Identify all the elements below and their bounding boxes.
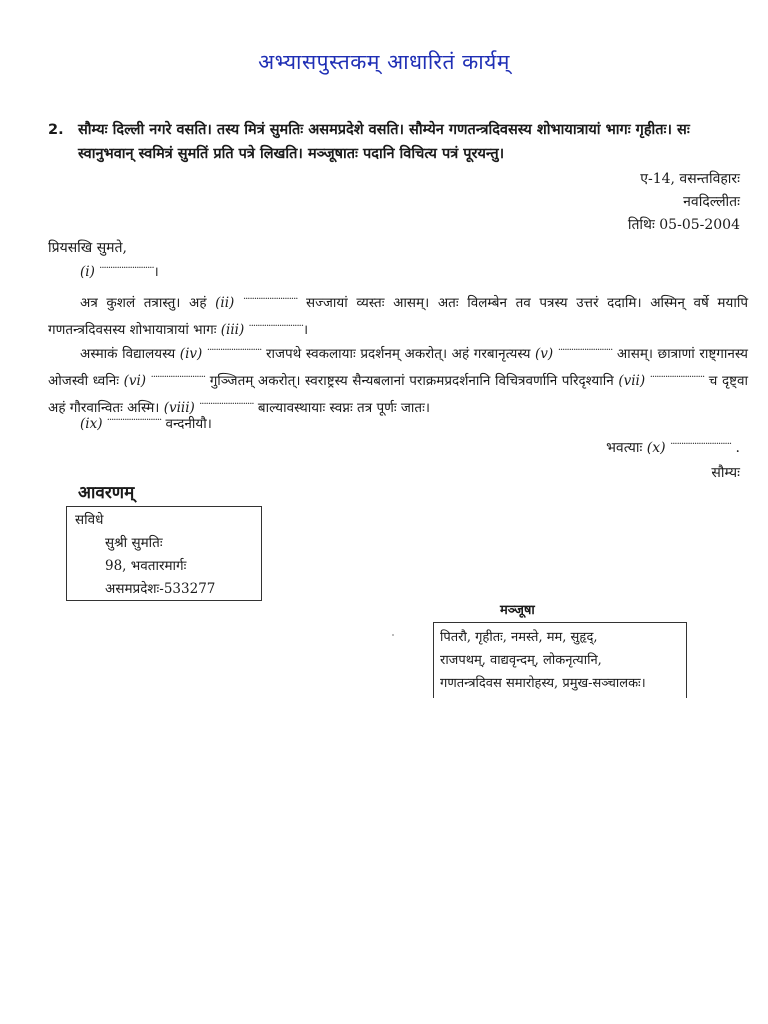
para2-text-c: आसम्। छात्राणां राष्ट्गानस्य ओजस्वी ध्वनिः — [48, 346, 748, 389]
blank-line-i — [80, 262, 159, 280]
envelope-line-3: 98, भवतारमार्गः — [105, 558, 187, 574]
word-box-heading: मञ्जूषा — [500, 603, 535, 618]
fill-blank-vii[interactable]: ························· — [649, 372, 705, 383]
fill-blank-ii[interactable]: ························· — [242, 294, 298, 305]
blank-label-x: (x) — [646, 440, 666, 456]
signature: सौम्यः — [711, 465, 740, 481]
blank-label-iv: (iv) — [179, 346, 203, 362]
line-ix-text: वन्दनीयौ। — [165, 416, 212, 432]
letter-date: तिथिः 05-05-2004 — [627, 217, 740, 233]
fill-blank-ix[interactable]: ························· — [106, 415, 162, 426]
fill-blank-i[interactable]: ························· — [99, 263, 154, 274]
page-title: अभ्यासपुस्तकम् आधारितं कार्यम् — [258, 50, 510, 74]
para1-text-a: अत्र कुशलं तत्रास्तु। अहं — [80, 295, 207, 311]
para2-text-a: अस्माकं विद्यालयस्य — [80, 346, 176, 362]
envelope-line-2: सुश्री सुमतिः — [105, 535, 163, 551]
para2-text-d: गुञ्जितम् अकरोत्। स्वराष्ट्रस्य सैन्यबलानां पराक्रमप्रदर्शनानि विचित्रवर्णानि परिदृश्यानि — [209, 373, 614, 389]
letter-paragraph-1 — [48, 288, 748, 342]
blank-label-viii: (viii) — [163, 400, 195, 416]
envelope-box — [66, 506, 262, 601]
fill-blank-v[interactable]: ························· — [557, 345, 613, 356]
envelope-line-4: असमप्रदेशः-533277 — [105, 581, 216, 597]
blank-line-ix — [80, 414, 212, 432]
envelope-heading: आवरणम् — [78, 483, 135, 503]
fill-blank-iii[interactable]: ························· — [248, 321, 303, 332]
word-box-line: पितरौ, गृहीतः, नमस्ते, मम, सुहृद्, — [440, 630, 598, 645]
question-text: सौम्यः दिल्ली नगरे वसति। तस्य मित्रं सुमतिः असमप्रदेशे वसति। सौम्येन गणतन्त्रदिवसस्य शोभायात्रायां भागः गृहीतः। सः स्वानुभवान् स्वमित्रं सुमतिं प्रति पत्रे लिखति। मञ्जूषातः पदानि विचित्य पत्रं पूरयन्तु। — [78, 122, 690, 162]
fill-blank-vi[interactable]: ························· — [150, 372, 206, 383]
fill-blank-iv[interactable]: ························· — [206, 345, 262, 356]
danda: । — [153, 264, 159, 280]
address-line-2: नवदिल्लीतः — [683, 194, 740, 210]
fill-blank-viii[interactable]: ························· — [199, 399, 254, 410]
blank-label-vii: (vii) — [618, 373, 646, 389]
blank-label-v: (v) — [535, 346, 554, 362]
blank-label-ix: (ix) — [80, 416, 103, 432]
blank-label-ii: (ii) — [215, 295, 235, 311]
sender-address — [628, 168, 740, 237]
envelope-line-1: सविधे — [75, 512, 104, 528]
danda: । — [303, 322, 309, 338]
blank-label-i: (i) — [80, 264, 95, 280]
fill-blank-x[interactable]: ···························· — [670, 439, 732, 450]
scan-speck — [392, 634, 394, 636]
word-box-line: राजपथम्, वाद्यवृन्दम्, लोकनृत्यानि, — [440, 653, 602, 668]
para2-text-b: राजपथे स्वकलायाः प्रदर्शनम् अकरोत्। अहं गरबानृत्यस्य — [265, 346, 531, 362]
letter-closing — [606, 432, 740, 486]
letter-paragraph-2 — [48, 339, 748, 420]
question-block — [48, 118, 748, 166]
salutation: प्रियसखि सुमते, — [48, 240, 127, 256]
closing-text: भवत्याः — [606, 440, 643, 456]
address-line-1: ए-14, वसन्तविहारः — [640, 171, 740, 187]
para2-text-f: बाल्यावस्थायाः स्वप्नः तत्र पूर्णः जातः। — [257, 400, 430, 416]
word-box-line: गणतन्त्रदिवस समारोहस्य, प्रमुख-सञ्चालकः। — [440, 676, 646, 691]
closing-dot: . — [735, 440, 740, 456]
para1-text-b: सज्जायां व्यस्तः आसम्। अतः विलम्बेन तव पत्रस्य उत्तरं ददामि। अस्मिन् वर्षे मयापि गणतन्त्रदिवसस्य शोभायात्रायां भागः — [48, 295, 748, 338]
blank-label-iii: (iii) — [220, 322, 245, 338]
para2-text-e: च दृष्ट्वा अहं गौरवान्वितः अस्मि। — [48, 373, 748, 416]
word-box — [433, 622, 687, 698]
question-number: 2. — [48, 122, 64, 138]
blank-label-vi: (vi) — [123, 373, 147, 389]
